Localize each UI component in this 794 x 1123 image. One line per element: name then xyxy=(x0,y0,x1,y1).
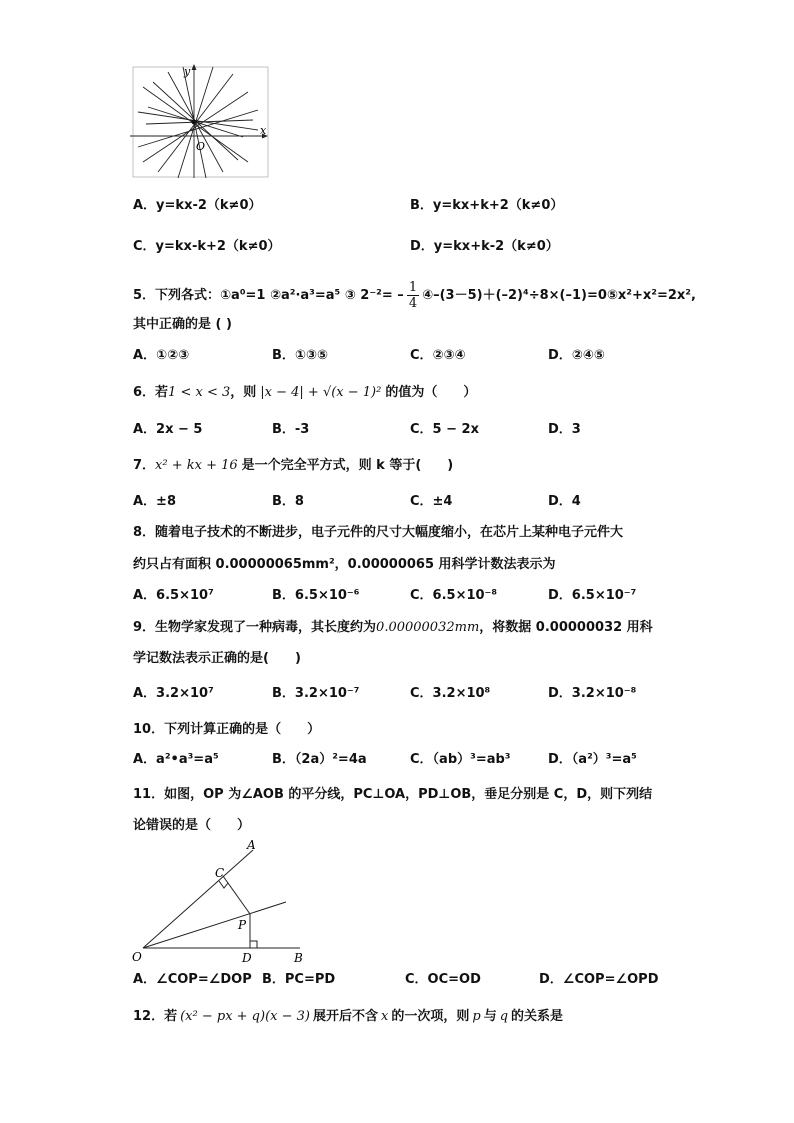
q8-stem-line2: 约只占有面积 0.00000065mm²，0.00000065 用科学计数法表示为 xyxy=(133,557,556,572)
q9-option-a[interactable]: A．3.2×10⁷ xyxy=(133,686,214,701)
q7-option-d[interactable]: D．4 xyxy=(548,494,581,509)
q6-suffix: 的值为（ ） xyxy=(385,385,477,400)
q9-stem-line2: 学记数法表示正确的是( ) xyxy=(133,651,301,666)
q8-stem-line1: 8．随着电子技术的不断进步，电子元件的尺寸大幅度缩小，在芯片上某种电子元件大 xyxy=(133,525,624,540)
q4-option-b[interactable]: B．y=kx+k+2（k≠0） xyxy=(410,198,564,213)
q11-option-b[interactable]: B．PC=PD xyxy=(262,972,336,987)
label-o: O xyxy=(132,950,142,964)
q12-var-q: q xyxy=(499,1009,509,1024)
q11-stem-line1: 11．如图，OP 为∠AOB 的平分线，PC⊥OA，PD⊥OB，垂足分别是 C，D，则下列结 xyxy=(133,787,653,802)
q5-stem-prefix: 5．下列各式：①a⁰=1 ②a²·a³=a⁵ ③ 2⁻²= – xyxy=(133,288,404,303)
q10-option-b[interactable]: B．（2a）²=4a xyxy=(272,752,367,767)
q5-option-c[interactable]: C．②③④ xyxy=(410,348,466,363)
label-p: P xyxy=(238,918,247,932)
x-axis-label: x xyxy=(260,124,267,137)
q9-stem-line1 xyxy=(133,619,653,637)
q7-stem-text: 是一个完全平方式，则 k 等于( ) xyxy=(241,458,454,473)
q4-option-d[interactable]: D．y=kx+k-2（k≠0） xyxy=(410,239,559,254)
y-axis-label: y xyxy=(184,65,191,78)
q8-option-c[interactable]: C．6.5×10⁻⁸ xyxy=(410,588,498,603)
q11-option-c[interactable]: C．OC=OD xyxy=(405,972,481,987)
q9-line1-b: ，将数据 0.00000032 用科 xyxy=(479,620,653,635)
q8-option-b[interactable]: B．6.5×10⁻⁶ xyxy=(272,588,360,603)
q6-option-b[interactable]: B．-3 xyxy=(272,422,310,437)
q6-expression: |x − 4| + √(x − 1)² xyxy=(260,385,382,400)
q12-stem xyxy=(133,1008,563,1026)
q10-option-a[interactable]: A．a²•a³=a⁵ xyxy=(133,752,219,767)
q7-option-c[interactable]: C．±4 xyxy=(410,494,453,509)
q4-option-c[interactable]: C．y=kx-k+2（k≠0） xyxy=(133,239,281,254)
q6-option-c[interactable]: C．5 − 2x xyxy=(410,422,479,437)
q9-option-b[interactable]: B．3.2×10⁻⁷ xyxy=(272,686,360,701)
q4-option-a[interactable]: A．y=kx-2（k≠0） xyxy=(133,198,262,213)
q7-expression: x² + kx + 16 xyxy=(155,458,238,473)
q5-stem-suffix: ④–(3－5)＋(–2)⁴÷8×(–1)=0⑤x²+x²=2x², xyxy=(422,288,696,303)
q12-var-p: p xyxy=(472,1009,481,1024)
q11-option-a[interactable]: A．∠COP=∠DOP xyxy=(133,972,252,987)
q9-line1-number: 0.00000032mm xyxy=(376,620,480,635)
q11-stem-line2: 论错误的是（ ） xyxy=(133,818,251,833)
label-c: C xyxy=(215,866,225,880)
q7-prefix: 7． xyxy=(133,458,156,473)
q12-mid3: 与 xyxy=(483,1009,497,1024)
q9-option-c[interactable]: C．3.2×10⁸ xyxy=(410,686,491,701)
q9-line1-a: 9．生物学家发现了一种病毒，其长度约为 xyxy=(133,620,377,635)
q6-option-d[interactable]: D．3 xyxy=(548,422,581,437)
q5-stem-line2: 其中正确的是 ( ) xyxy=(133,317,232,332)
q11-angle-bisector-figure xyxy=(128,838,308,968)
q5-option-b[interactable]: B．①③⑤ xyxy=(272,348,328,363)
q12-mid: 展开后不含 xyxy=(312,1009,378,1024)
label-d: D xyxy=(242,951,252,965)
q5-stem xyxy=(133,280,696,311)
q6-condition: 1 < x < 3 xyxy=(168,385,231,400)
q6-stem xyxy=(133,384,476,402)
q10-stem: 10．下列计算正确的是（ ） xyxy=(133,722,321,737)
q6-mid: ，则 xyxy=(230,385,257,400)
q11-option-d[interactable]: D．∠COP=∠OPD xyxy=(539,972,659,987)
q12-suffix: 的关系是 xyxy=(511,1009,564,1024)
q5-fraction xyxy=(407,280,419,311)
q4-line-family-graph xyxy=(128,62,278,180)
q7-option-b[interactable]: B．8 xyxy=(272,494,304,509)
q12-expression: (x² − px + q)(x − 3) xyxy=(180,1009,310,1024)
label-a: A xyxy=(247,838,256,852)
label-b: B xyxy=(294,951,303,965)
q12-prefix: 12．若 xyxy=(133,1009,178,1024)
q8-option-d[interactable]: D．6.5×10⁻⁷ xyxy=(548,588,637,603)
q5-fraction-numerator: 1 xyxy=(408,280,418,295)
q5-option-a[interactable]: A．①②③ xyxy=(133,348,190,363)
q12-mid2: 的一次项，则 xyxy=(391,1009,470,1024)
origin-label: O xyxy=(196,140,206,153)
q5-option-d[interactable]: D．②④⑤ xyxy=(548,348,605,363)
q6-option-a[interactable]: A．2x − 5 xyxy=(133,422,203,437)
q12-var-x: x xyxy=(381,1009,389,1024)
q6-prefix: 6．若 xyxy=(133,385,169,400)
q9-option-d[interactable]: D．3.2×10⁻⁸ xyxy=(548,686,637,701)
q5-fraction-denominator: 4 xyxy=(408,296,418,311)
q10-option-c[interactable]: C．（ab）³=ab³ xyxy=(410,752,511,767)
q7-option-a[interactable]: A．±8 xyxy=(133,494,176,509)
q8-option-a[interactable]: A．6.5×10⁷ xyxy=(133,588,214,603)
q10-option-d[interactable]: D．（a²）³=a⁵ xyxy=(548,752,637,767)
q7-stem xyxy=(133,457,453,475)
